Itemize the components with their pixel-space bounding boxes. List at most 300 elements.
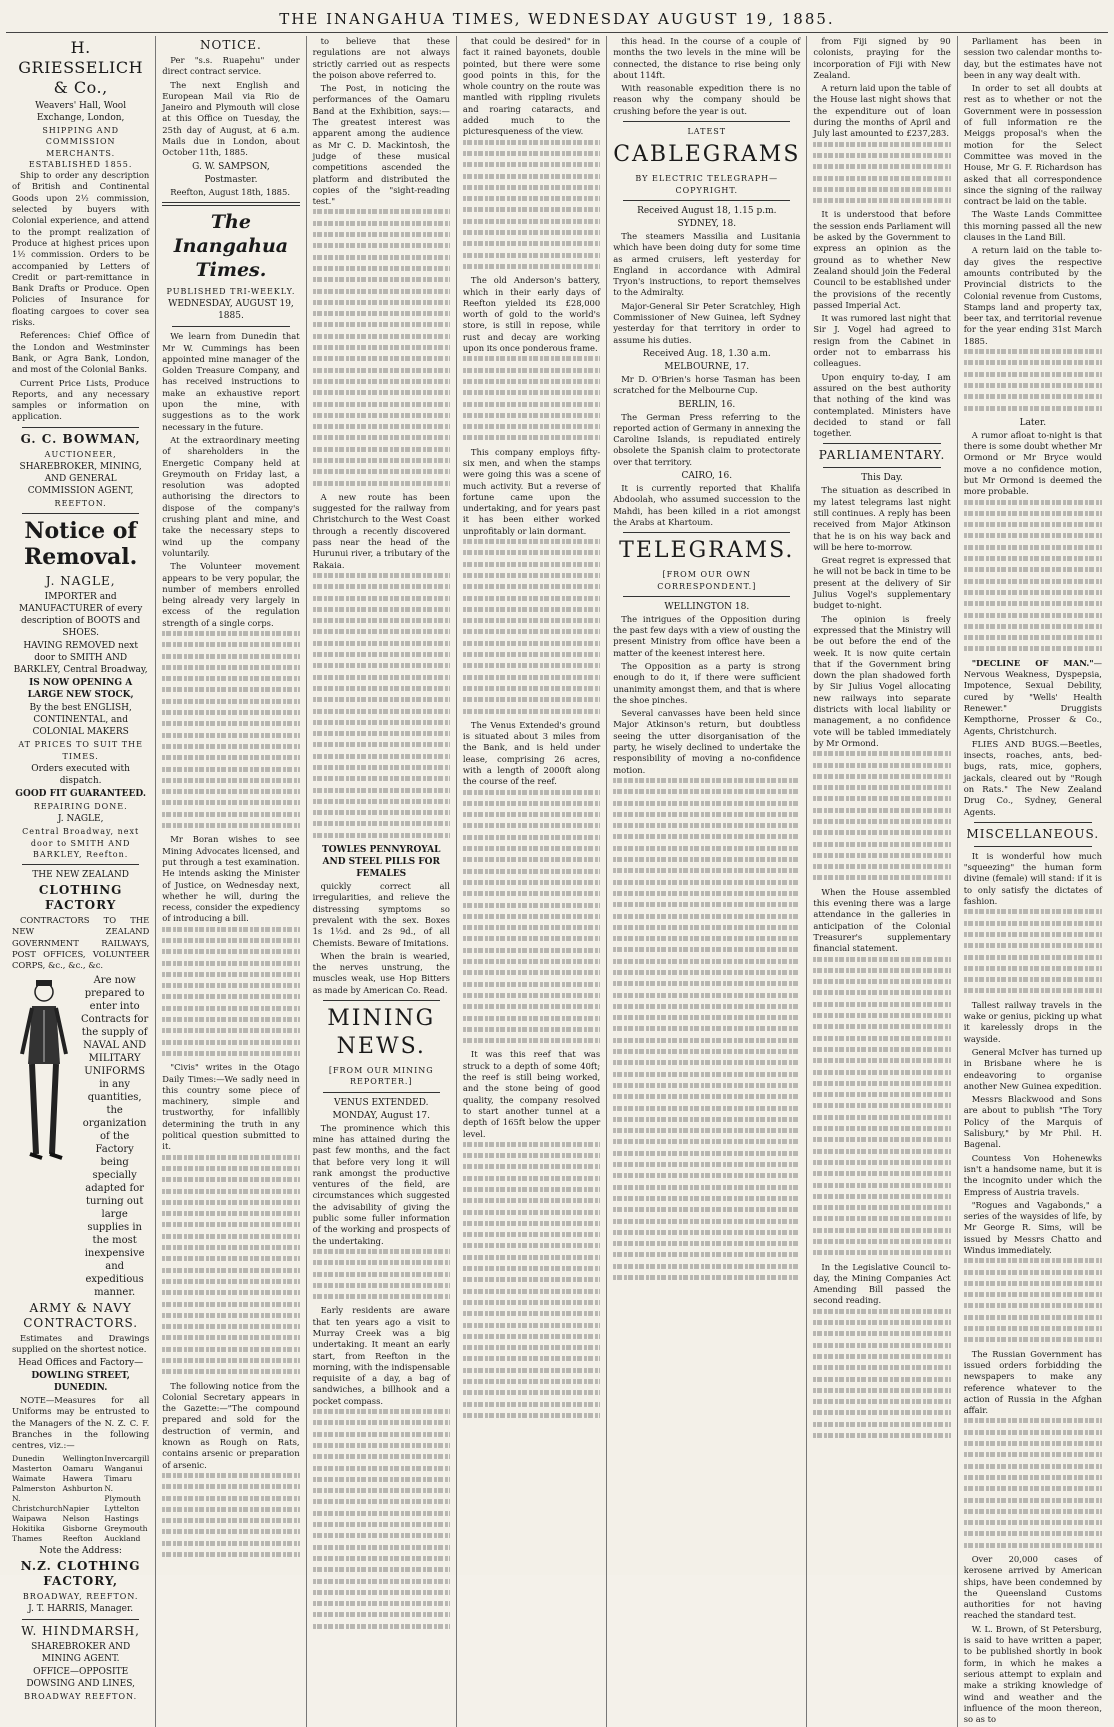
text-line <box>463 1164 600 1169</box>
text-line <box>162 961 299 966</box>
text-line <box>813 1149 950 1154</box>
text-line <box>162 1256 299 1261</box>
text-line <box>813 1024 950 1029</box>
article-paragraph: It was this reef that was struck to a depth of some 40ft; the reef is still being worked, and the stone being of good quality, the company resolved to start another tunnel at a depth of 165ft below the upper level. <box>462 1049 601 1139</box>
divider <box>974 822 1092 823</box>
text-line <box>463 663 600 668</box>
notice-title: NOTICE. <box>200 38 262 52</box>
hindmarsh-office: OFFICE—OPPOSITE DOWSING AND LINES, <box>26 1666 135 1689</box>
text-line <box>162 1177 299 1182</box>
text-line <box>162 1040 299 1045</box>
text-line <box>613 789 800 794</box>
text-line <box>813 1103 950 1108</box>
text-line <box>162 789 299 794</box>
article-paragraph: With reasonable expedition there is no reason why the company should be crushing before the year is out. <box>613 83 801 116</box>
text-line <box>964 1303 1102 1308</box>
text-line <box>162 665 299 670</box>
place: Auckland <box>104 1533 141 1543</box>
text-line <box>313 629 450 634</box>
cablegrams-subtitle: BY ELECTRIC TELEGRAPH—COPYRIGHT. <box>635 174 779 195</box>
article-paragraph: this head. In the course of a couple of months the two levels in the mine will be connected, the distance to rise being only about 114ft. <box>613 36 801 80</box>
text-line <box>313 334 450 339</box>
text-line <box>313 810 450 815</box>
mining-news-subtitle: [FROM OUR MINING REPORTER.] <box>328 1066 434 1087</box>
text-line <box>463 1356 600 1361</box>
towles-body: quickly correct all irregularities, and relieve the distressing symptoms so prevalent with the sex. Boxes 1s 1½d. and 2s 9d., of all Chemists. Beware of Imitations. <box>312 881 450 948</box>
text-line <box>813 774 950 779</box>
text-line <box>162 687 299 692</box>
text-line <box>463 903 600 908</box>
text-line <box>162 1051 299 1056</box>
text-line <box>313 1283 450 1288</box>
cable-dateline-melbourne: MELBOURNE, 17. <box>664 361 750 372</box>
text-line <box>613 1162 800 1167</box>
text-line <box>313 1443 450 1448</box>
divider <box>623 200 790 201</box>
text-line <box>964 988 1102 993</box>
text-line <box>162 744 299 749</box>
text-line <box>313 1533 450 1538</box>
text-line <box>162 1324 299 1329</box>
text-line <box>313 345 450 350</box>
nagle-opening: IS NOW OPENING A LARGE NEW STOCK, <box>27 678 134 701</box>
cable-dateline-berlin: BERLIN, 16. <box>678 399 736 410</box>
nagle-sign: J. NAGLE, <box>57 814 104 825</box>
article-paragraph: Early residents are aware that ten years ago a visit to Murray Creek was a big undertaking. It meant an early start, from Reefton in the morning, with the indispensable requisite of a day, a bag of sandwiches, a billhook and a pocket compass. <box>312 1305 450 1406</box>
text-line <box>463 652 600 657</box>
text-line <box>162 1358 299 1363</box>
text-line <box>463 914 600 919</box>
article-paragraph: "Rogues and Vagabonds," a series of the waysides of life, by Mr George R. Sims, will be issued by Messrs Chatto and Windus immediately. <box>963 1199 1102 1255</box>
article-paragraph: It is wonderful how much "squeezing" the human form divine (female) will stand: if it is to only satisfy the dictates of fashion. <box>963 850 1102 907</box>
article-paragraph: A rumor afloat to-night is that there is some doubt whether Mr Ormond or Mr Bryce would move a no confidence motion, but Mr Ormond is deemed the more probable. <box>963 429 1102 497</box>
text-line <box>964 1270 1102 1275</box>
article-paragraph: Upon enquiry to-day, I am assured on the best authority that nothing of the kind was contemplated. Ministers have decided to stand or fall together. <box>813 371 951 439</box>
text-line <box>162 654 299 659</box>
text-line <box>313 833 450 838</box>
text-line <box>613 1241 800 1246</box>
divider <box>974 846 1092 847</box>
griesselich-established: ESTABLISHED 1855. <box>28 159 133 169</box>
text-line <box>162 699 299 704</box>
text-line <box>964 1337 1102 1342</box>
text-line <box>313 765 450 770</box>
later-label: Later. <box>1019 417 1047 428</box>
text-line <box>162 994 299 999</box>
text-line <box>813 1013 950 1018</box>
text-line <box>313 322 450 327</box>
text-line <box>813 1422 950 1427</box>
text-line <box>813 1399 950 1404</box>
text-line <box>313 573 450 578</box>
text-line <box>463 1379 600 1384</box>
text-line <box>463 435 600 440</box>
text-line <box>613 925 800 930</box>
text-line <box>463 835 600 840</box>
paper-subtitle: PUBLISHED TRI-WEEKLY. <box>166 286 296 296</box>
article-paragraph: In the Legislative Council to-day, the Mining Companies Act Amending Bill passed the second reading. <box>813 1261 951 1306</box>
soldier-illustration-icon <box>12 974 76 1174</box>
text-line <box>313 618 450 623</box>
text-line <box>813 1354 950 1359</box>
text-line <box>813 176 950 181</box>
notice-role: Postmaster. <box>204 174 258 185</box>
article-paragraph: At the extraordinary meeting of shareholders in the Energetic Company held at Greymouth on Friday last, a resolution was adopted authorising the directors to dispose of the company's crushing plant and mine, and take the necessary steps to wind up the company voluntarily. <box>162 434 300 558</box>
column-5 <box>607 36 807 1727</box>
text-line <box>964 1498 1102 1503</box>
text-line <box>162 1245 299 1250</box>
text-line <box>162 721 299 726</box>
text-line <box>463 1004 600 1009</box>
text-line <box>313 731 450 736</box>
text-line <box>463 230 600 235</box>
notice-sign: G. W. SAMPSON, <box>192 161 270 172</box>
text-line <box>313 458 450 463</box>
place: Dunedin <box>12 1453 45 1463</box>
text-line <box>463 709 600 714</box>
article-paragraph: The Waste Lands Committee this morning passed all the new clauses in the Land Bill. <box>963 209 1102 243</box>
text-line <box>964 1486 1102 1491</box>
article-paragraph: The opinion is freely expressed that the Ministry will be out before the end of the week. It is now quite certain that if the Government bring down the plan shadowed forth by Sir Julius Vogel allocating new railways into separate districts with local liability or management, a no confidence vote will be tabled immediately by Mr Ormond. <box>813 613 951 748</box>
text-line <box>813 968 950 973</box>
article-paragraph: "Civis" writes in the Otago Daily Times:—We sadly need in this country some piece of machinery, simple and trustworthy, for infallibly determining the truth in any political question submitted to it. <box>162 1062 300 1152</box>
army-street: DOWLING STREET, DUNEDIN. <box>31 1371 130 1394</box>
text-line <box>162 1268 299 1273</box>
text-line <box>162 1335 299 1340</box>
text-line <box>813 785 950 790</box>
article-paragraph: to believe that these regulations are not always strictly carried out as respects the poison above referred to. <box>312 36 450 80</box>
text-line <box>813 1309 950 1314</box>
text-line <box>613 981 800 986</box>
text-line <box>463 413 600 418</box>
text-line <box>313 1624 450 1629</box>
text-line <box>463 1368 600 1373</box>
text-line <box>463 1266 600 1271</box>
text-line <box>463 607 600 612</box>
text-line <box>964 1292 1102 1297</box>
article-paragraph: Messrs Blackwood and Sons are about to publish "The Tory Policy of the Marquis of Salisbury," by Mr Phil. H. Bagenal. <box>963 1094 1102 1150</box>
text-line <box>964 567 1102 572</box>
notice-date: Reefton, August 18th, 1885. <box>170 186 290 197</box>
text-line <box>463 207 600 212</box>
text-line <box>813 142 950 147</box>
text-line <box>463 1243 600 1248</box>
text-line <box>613 1252 800 1257</box>
text-line <box>463 1413 600 1418</box>
text-line <box>463 790 600 795</box>
text-line <box>813 1377 950 1382</box>
text-line <box>613 1275 800 1280</box>
text-line <box>613 1106 800 1111</box>
masthead: THE INANGAHUA TIMES, WEDNESDAY AUGUST 19, 1885. <box>279 10 835 28</box>
article-paragraph: that could be desired" for in fact it rained bayonets, double pointed, but there were some good points in this, for the whole country on the route was mantled with rippling rivulets and roaring cataracts, and added much to the picturesqueness of the view. <box>462 36 601 137</box>
text-line <box>813 819 950 824</box>
text-line <box>162 1006 299 1011</box>
text-line <box>613 1026 800 1031</box>
place: Hokitika <box>12 1523 45 1533</box>
article-paragraph: The Opposition as a party is strong enough to do it, if there were sufficient unanimity amongst them, and that is where the shoe pinches. <box>613 660 801 705</box>
text-line <box>313 1579 450 1584</box>
text-line <box>813 1228 950 1233</box>
text-line <box>313 1294 450 1299</box>
place: Wanganui <box>104 1463 143 1473</box>
hindmarsh-title: W. HINDMARSH, <box>21 1623 140 1638</box>
text-line <box>463 596 600 601</box>
place: Nelson <box>62 1513 90 1523</box>
text-line <box>613 823 800 828</box>
text-line <box>613 1196 800 1201</box>
text-line <box>313 821 450 826</box>
clothing-side-text: Are now prepared to enter into Contracts for the supply of NAVAL AND MILITARY UNIFORMS in any quantities, the organization of the Factory being specially adapted for turning out large supplies in the most inexpensive and expeditious manner. <box>80 974 149 1298</box>
text-line <box>162 1017 299 1022</box>
flies-bugs-ad: FLIES AND BUGS.—Beetles, insects, roaches, ants, bed-bugs, rats, mice, gophers, jackals, cleared out by "Rough on Rats." The New Zealand Drug Co., Sydney, General Agents. <box>963 738 1102 817</box>
text-line <box>162 778 299 783</box>
article-paragraph: Tallest railway travels in the wake or genius, picking up what it karelessly drops in the wayside. <box>963 999 1102 1044</box>
text-line <box>613 1219 800 1224</box>
text-line <box>964 624 1102 629</box>
article-paragraph: The old Anderson's battery, which in their early days of Reefton yielded its £28,000 worth of gold to the world's store, is still in repose, while rust and decay are working upon its once ponderous frame. <box>462 275 601 354</box>
text-line <box>313 1522 450 1527</box>
text-line <box>613 1038 800 1043</box>
article-paragraph: Parliament has been in session two calendar months to-day, but the estimates have not been in any way dealt with. <box>963 36 1102 80</box>
text-line <box>813 990 950 995</box>
army-note: NOTE—Measures for all Uniforms may be entrusted to the Managers of the N. Z. C. F. Branches in the following centres, viz.:— <box>12 1395 150 1451</box>
text-line <box>813 864 950 869</box>
text-line <box>313 641 450 646</box>
mining-news-title: MINING NEWS. <box>327 1006 436 1060</box>
text-line <box>313 221 450 226</box>
article-paragraph: The Volunteer movement appears to be very popular, the number of members enrolled being already very largely in excess of the regulation strength of a single corps. <box>162 561 300 628</box>
place: Lyttelton <box>104 1503 140 1513</box>
text-line <box>463 959 600 964</box>
text-line <box>463 1390 600 1395</box>
text-line <box>313 1477 450 1482</box>
text-line <box>964 406 1102 411</box>
text-line <box>313 209 450 214</box>
text-line <box>813 842 950 847</box>
text-line <box>613 947 800 952</box>
text-line <box>313 1545 450 1550</box>
text-line <box>463 1187 600 1192</box>
text-line <box>162 1541 299 1546</box>
nagle-fit: GOOD FIT GUARANTEED. <box>15 788 146 799</box>
text-line <box>964 613 1102 618</box>
text-line <box>613 1083 800 1088</box>
text-line <box>463 1232 600 1237</box>
text-line <box>813 1239 950 1244</box>
article-paragraph: The intrigues of the Opposition during the past few days with a view of ousting the present Ministry from office have been a matter of the keenest interest here. <box>613 613 801 658</box>
text-line <box>964 394 1102 399</box>
text-line <box>162 972 299 977</box>
article-paragraph: The Post, in noticing the performances of the Oamaru Band at the Exhibition, says:—The greatest interest was apparent among the audience as Mr C. D. Mackintosh, the judge of these musical competitions ascended the platform and distributed the copies of the "sight-reading test." <box>312 83 450 207</box>
notice-body: Per "s.s. Ruapehu" under direct contract service. <box>162 55 300 77</box>
text-line <box>463 1176 600 1181</box>
top-rule <box>6 32 1108 33</box>
text-line <box>162 1552 299 1557</box>
text-line <box>964 1509 1102 1514</box>
text-line <box>463 151 600 156</box>
text-line <box>313 277 450 282</box>
article-paragraph: The German Press referring to the reported action of Germany in annexing the Caroline Islands, is repudiated entirely obsolete the Spanish claim to protectorate over that territory. <box>613 411 801 467</box>
text-line <box>463 1198 600 1203</box>
text-line <box>463 1402 600 1407</box>
text-line <box>463 857 600 862</box>
text-line <box>813 875 950 880</box>
branch-places <box>12 1454 149 1544</box>
text-line <box>964 966 1102 971</box>
paper-date: WEDNESDAY, AUGUST 19, 1885. <box>168 299 294 322</box>
text-line <box>313 584 450 589</box>
divider <box>823 443 940 444</box>
article-paragraph: A return laid upon the table of the House last night shows that the expenditure out of loan during the months of April and July last amounted to £237,283. <box>813 83 951 139</box>
bowman-subtitle: AUCTIONEER, <box>44 449 117 459</box>
text-line <box>964 579 1102 584</box>
text-line <box>964 1430 1102 1435</box>
towles-title: TOWLES PENNYROYAL AND STEEL PILLS FOR FEMALES <box>322 845 441 880</box>
text-line <box>613 801 800 806</box>
text-line <box>463 686 600 691</box>
text-line <box>313 1511 450 1516</box>
place: Hastings <box>104 1513 139 1523</box>
text-line <box>964 1441 1102 1446</box>
text-line <box>613 1185 800 1190</box>
address-manager: J. T. HARRIS, Manager. <box>28 1603 134 1614</box>
text-line <box>613 959 800 964</box>
text-line <box>313 1466 450 1471</box>
bowman-place: REEFTON. <box>54 499 107 509</box>
text-line <box>613 778 800 783</box>
text-line <box>162 1313 299 1318</box>
telegrams-dateline: WELLINGTON 18. <box>664 601 750 612</box>
cablegrams-title: CABLEGRAMS <box>613 142 801 168</box>
article-paragraph: Great regret is expressed that he will not be back in time to be present at the delivery of Sir Julius Vogel's supplementary budget to-night. <box>813 555 951 611</box>
text-line <box>162 631 299 636</box>
nagle-stock: By the best ENGLISH, CONTINENTAL, and COLONIAL MAKERS <box>29 703 132 738</box>
article-paragraph: We learn from Dunedin that Mr W. Cummings has been appointed mine manager of the Golden Treasure Company, and has received instructions to make an exhaustive report upon the mine, with suggestions as to the work necessary in the future. <box>162 331 300 432</box>
text-line <box>313 1432 450 1437</box>
text-line <box>162 642 299 647</box>
text-line <box>463 675 600 680</box>
text-line <box>463 618 600 623</box>
text-line <box>964 533 1102 538</box>
text-line <box>162 949 299 954</box>
text-line <box>313 368 450 373</box>
text-line <box>463 697 600 702</box>
text-line <box>463 424 600 429</box>
bowman-body: SHAREBROKER, MINING, AND GENERAL COMMISSION AGENT, <box>19 462 142 497</box>
article-paragraph: In order to set all doubts at rest as to whether or not the Government were in possession of full information re the Meiggs proposal's when the motion for the Select Committee was moved in the House, Mr G. F. Richardson has asked that all correspondence since the signing of the railway contract be laid on the table. <box>963 83 1102 207</box>
text-line <box>813 796 950 801</box>
text-line <box>463 1334 600 1339</box>
text-line <box>463 1311 600 1316</box>
text-line <box>313 663 450 668</box>
place: Wellington <box>62 1453 104 1463</box>
text-line <box>162 1347 299 1352</box>
text-line <box>813 1002 950 1007</box>
divider <box>162 202 299 206</box>
text-line <box>463 241 600 246</box>
text-line <box>313 652 450 657</box>
text-line <box>463 891 600 896</box>
text-line <box>162 1234 299 1239</box>
divider <box>623 596 790 597</box>
place: Gisborne <box>62 1523 98 1533</box>
text-line <box>162 823 299 828</box>
text-line <box>463 1300 600 1305</box>
text-line <box>613 1207 800 1212</box>
text-line <box>313 675 450 680</box>
text-line <box>463 140 600 145</box>
text-line <box>162 755 299 760</box>
venus-date: MONDAY, August 17. <box>332 1110 431 1121</box>
clothing-title: CLOTHING FACTORY <box>38 883 123 913</box>
text-line <box>313 1409 450 1414</box>
text-line <box>162 1484 299 1489</box>
text-line <box>313 481 450 486</box>
text-line <box>463 539 600 544</box>
removal-title: Notice of Removal. <box>24 518 138 571</box>
text-line <box>813 1365 950 1370</box>
text-line <box>613 1004 800 1009</box>
text-line <box>613 1139 800 1144</box>
hindmarsh-body: SHAREBROKER AND MINING AGENT. <box>31 1641 131 1664</box>
article-paragraph: The following notice from the Colonial Secretary appears in the Gazette:—"The compound prepared and sold for the destruction of vermin, and known as Rough on Rats, contains arsenic or preparation of arsenic. <box>162 1380 300 1470</box>
text-line <box>162 1290 299 1295</box>
text-line <box>162 1028 299 1033</box>
text-line <box>813 164 950 169</box>
article-paragraph: from Fiji signed by 90 colonists, praying for the incorporation of Fiji with New Zealand. <box>813 36 951 80</box>
text-line <box>964 383 1102 388</box>
text-line <box>813 1115 950 1120</box>
divider <box>323 1092 440 1093</box>
article-paragraph: It was rumored last night that Sir J. Vogel had agreed to resign from the Cabinet in order not to embarrass his colleagues. <box>813 313 951 369</box>
text-line <box>313 435 450 440</box>
griesselich-title: H. GRIESSELICH & Co., <box>18 38 144 97</box>
bowman-title: G. C. BOWMAN, <box>20 431 141 446</box>
text-line <box>613 857 800 862</box>
text-line <box>813 1250 950 1255</box>
text-line <box>964 977 1102 982</box>
clothing-body: CONTRACTORS TO THE NEW ZEALAND GOVERNMENT RAILWAYS, POST OFFICES, VOLUNTEER CORPS, &c., &c., &c. <box>12 915 150 971</box>
text-line <box>813 979 950 984</box>
text-line <box>813 1171 950 1176</box>
text-line <box>964 635 1102 640</box>
place: Napier <box>62 1503 90 1513</box>
text-line <box>313 1590 450 1595</box>
address-street: BROADWAY, REEFTON. <box>22 1591 139 1601</box>
article-paragraph: Over 20,000 cases of kerosene arrived by American ships, have been condemned by the Queensland Customs authorities for not having reached the standard test. <box>963 1554 1102 1621</box>
place: Waimate <box>12 1473 46 1483</box>
text-line <box>613 1094 800 1099</box>
place: Timaru <box>104 1473 133 1483</box>
text-line <box>313 697 450 702</box>
text-line <box>813 763 950 768</box>
place: Thames <box>12 1533 43 1543</box>
nagle-orders: Orders executed with dispatch. <box>31 763 130 786</box>
text-line <box>313 243 450 248</box>
nagle-removed: HAVING REMOVED next door to SMITH AND BARKLEY, Central Broadway, <box>13 641 148 676</box>
text-line <box>613 914 800 919</box>
text-line <box>463 846 600 851</box>
text-line <box>964 932 1102 937</box>
divider <box>623 121 790 122</box>
text-line <box>313 776 450 781</box>
column-4 <box>457 36 607 1727</box>
text-line <box>813 1388 950 1393</box>
text-line <box>813 1126 950 1131</box>
cable-received: Received August 18, 1.15 p.m. <box>637 205 777 216</box>
text-line <box>463 196 600 201</box>
